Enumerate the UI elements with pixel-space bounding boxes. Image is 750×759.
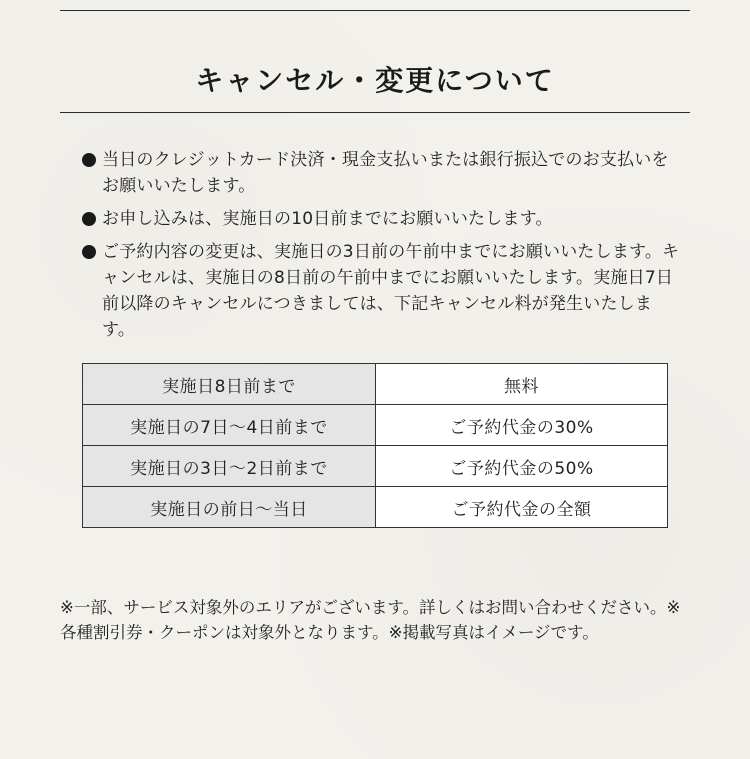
bullet-icon (82, 245, 96, 259)
fee-cell: ご予約代金の全額 (376, 487, 668, 528)
note-text: お申し込みは、実施日の10日前までにお願いいたします。 (102, 209, 553, 229)
footnote: ※一部、サービス対象外のエリアがございます。詳しくはお問い合わせください。※各種割引券・クーポンは対象外となります。※掲載写真はイメージです。 (60, 598, 681, 642)
page-title: キャンセル・変更について (195, 63, 555, 97)
note-text: 当日のクレジットカード決済・現金支払いまたは銀行振込でのお支払いをお願いいたします。 (102, 150, 669, 196)
note-text: ご予約内容の変更は、実施日の3日前の午前中までにお願いいたします。キャンセルは、実施日の8日前の午前中までにお願いいたします。実施日7日前以降のキャンセルにつきましては、下記キャンセル料が発生いたします。 (102, 242, 680, 340)
cancellation-fee-table (82, 363, 668, 528)
period-cell: 実施日の前日〜当日 (83, 487, 376, 528)
fee-cell: ご予約代金の30% (376, 405, 668, 446)
note-item (82, 206, 682, 232)
top-divider (60, 10, 690, 11)
table-row (83, 446, 668, 487)
note-item (82, 147, 682, 199)
notes-list (82, 147, 682, 350)
fee-cell: ご予約代金の50% (376, 446, 668, 487)
table-row (83, 405, 668, 446)
table-row (83, 364, 668, 405)
table-row (83, 487, 668, 528)
bullet-icon (82, 153, 96, 167)
note-item (82, 239, 682, 343)
bullet-icon (82, 212, 96, 226)
period-cell: 実施日の7日〜4日前まで (83, 405, 376, 446)
period-cell: 実施日8日前まで (83, 364, 376, 405)
bottom-divider (60, 112, 690, 113)
fee-cell: 無料 (376, 364, 668, 405)
period-cell: 実施日の3日〜2日前まで (83, 446, 376, 487)
